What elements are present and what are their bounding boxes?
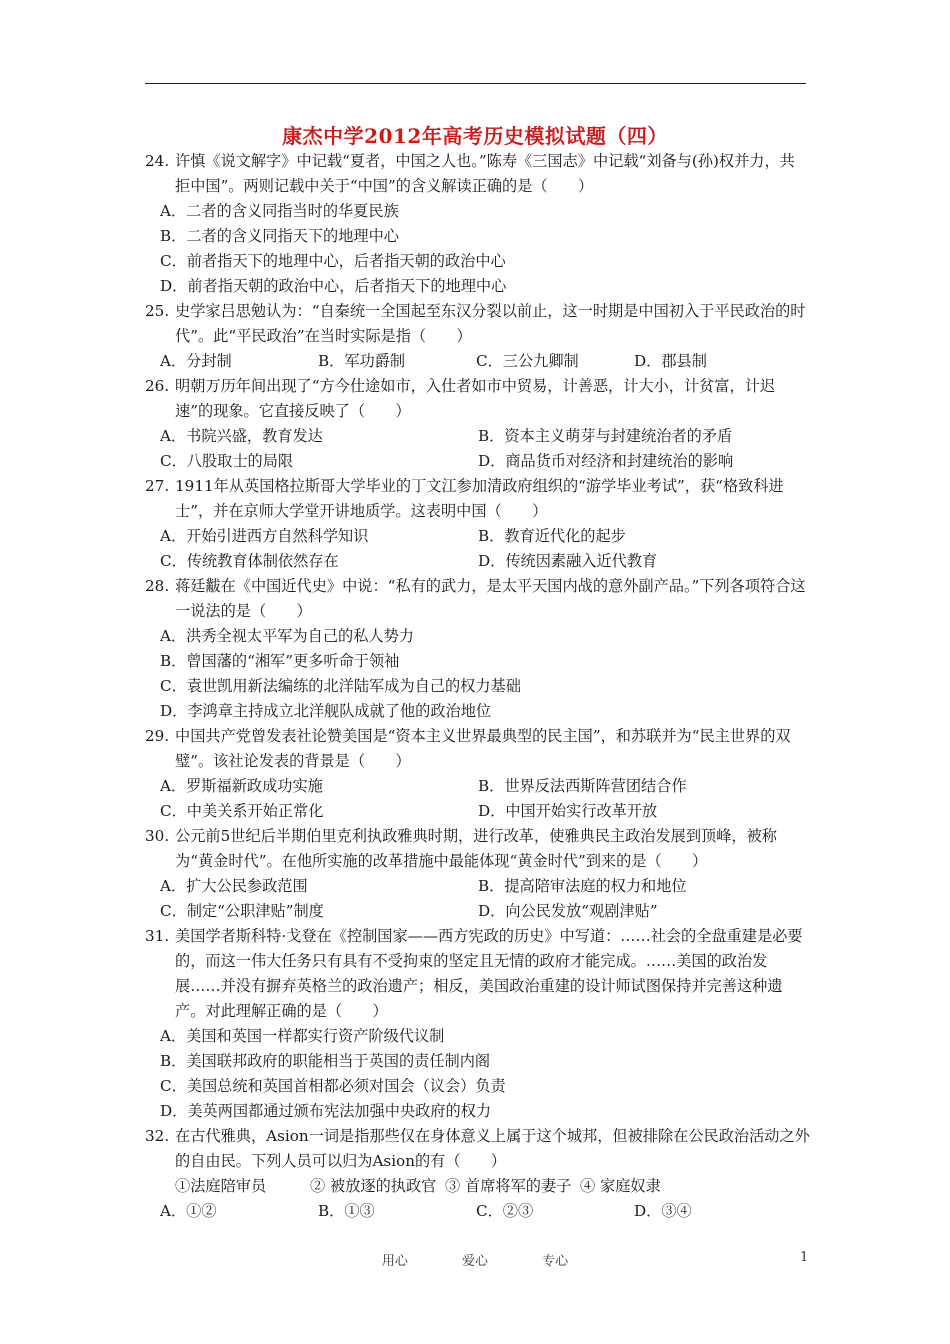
- question-list: [145, 149, 810, 1224]
- option-d: D．中国开始实行改革开放: [478, 802, 658, 820]
- option-a: A．美国和英国一样都实行资产阶级代议制: [160, 1027, 445, 1045]
- option-b: B．美国联邦政府的职能相当于英国的责任制内阁: [160, 1052, 491, 1070]
- question-stem: 公元前5世纪后半期伯里克利执政雅典时期，进行改革，使雅典民主政治发展到顶峰，被称为“黄金时代”。在他所实施的改革措施中最能体现“黄金时代”到来的是（ ）: [175, 827, 777, 870]
- option-c: C．美国总统和英国首相都必须对国会（议会）负责: [160, 1077, 506, 1095]
- option-b: B．军功爵制: [318, 352, 406, 370]
- option-a: A．洪秀全视太平军为自己的私人势力: [160, 627, 414, 645]
- option-d: D．③④: [634, 1202, 692, 1220]
- question-number: 28.: [145, 577, 170, 595]
- question-25: [145, 299, 810, 349]
- option-a: A．书院兴盛，教育发达: [160, 427, 323, 445]
- question-26: [145, 374, 810, 424]
- option-b: B．世界反法西斯阵营团结合作: [478, 777, 687, 795]
- option-b: B．提高陪审法庭的权力和地位: [478, 877, 687, 895]
- question-number: 27.: [145, 477, 170, 495]
- option-b: B．①③: [318, 1202, 375, 1220]
- question-27: [145, 474, 810, 524]
- item-4: ④ 家庭奴隶: [580, 1177, 661, 1195]
- option-c: C．袁世凯用新法编练的北洋陆军成为自己的权力基础: [160, 677, 521, 695]
- option-d: D．商品货币对经济和封建统治的影响: [478, 452, 734, 470]
- question-stem: 蒋廷黻在《中国近代史》中说：“私有的武力，是太平天国内战的意外副产品。”下列各项符合这一说法的是（ ）: [175, 577, 806, 620]
- item-2: ② 被放逐的执政官: [310, 1177, 437, 1195]
- option-a: A．①②: [160, 1202, 217, 1220]
- options-row: [145, 349, 810, 374]
- question-stem: 明朝万历年间出现了“方今仕途如市，入仕者如市中贸易，计善恶，计大小，计贫富，计迟速”的现象。它直接反映了（ ）: [175, 377, 776, 420]
- item-3: ③ 首席将军的妻子: [445, 1177, 572, 1195]
- question-29: [145, 724, 810, 774]
- options-row: [145, 1199, 810, 1224]
- question-stem: 史学家吕思勉认为：“自秦统一全国起至东汉分裂以前止，这一时期是中国初入于平民政治的时代”。此“平民政治”在当时实际是指（ ）: [175, 302, 806, 345]
- option-a: A．分封制: [160, 352, 232, 370]
- question-stem: 在古代雅典，Asion一词是指那些仅在身体意义上属于这个城邦，但被排除在公民政治活动之外的自由民。下列人员可以归为Asion的有（ ）: [175, 1127, 810, 1170]
- option-c: C．三公九卿制: [476, 352, 579, 370]
- question-24: [145, 149, 810, 199]
- option-a: A．二者的含义同指当时的华夏民族: [160, 202, 399, 220]
- question-number: 30.: [145, 827, 170, 845]
- options-row: [145, 424, 810, 449]
- options-row: [145, 799, 810, 824]
- question-31: [145, 924, 810, 1024]
- question-number: 31.: [145, 927, 170, 945]
- footer-motto-3: 专心: [542, 1254, 569, 1269]
- question-number: 32.: [145, 1127, 170, 1145]
- option-b: B．资本主义萌芽与封建统治者的矛盾: [478, 427, 733, 445]
- question-number: 29.: [145, 727, 170, 745]
- options-row: [145, 899, 810, 924]
- question-30: [145, 824, 810, 874]
- item-1: ①法庭陪审员: [175, 1177, 267, 1195]
- option-d: D．前者指天朝的政治中心，后者指天下的地理中心: [160, 277, 507, 295]
- header-rule: [145, 83, 806, 84]
- option-c: C．中美关系开始正常化: [160, 802, 324, 820]
- option-c: C．八股取士的局限: [160, 452, 294, 470]
- option-d: D．向公民发放“观剧津贴”: [478, 902, 658, 920]
- option-c: C．前者指天下的地理中心，后者指天朝的政治中心: [160, 252, 506, 270]
- option-b: B．曾国藩的“湘军”更多听命于领袖: [160, 652, 400, 670]
- page-title: 康杰中学2012年高考历史模拟试题（四）: [282, 124, 668, 148]
- question-stem: 1911年从英国格拉斯哥大学毕业的丁文江参加清政府组织的“游学毕业考试”，获“格致科进士”，并在京师大学堂开讲地质学。这表明中国（ ）: [175, 477, 784, 520]
- option-c: C．制定“公职津贴”制度: [160, 902, 324, 920]
- question-number: 25.: [145, 302, 170, 320]
- question-number: 26.: [145, 377, 170, 395]
- options-row: [145, 549, 810, 574]
- question-stem: 许慎《说文解字》中记载“夏者，中国之人也。”陈寿《三国志》中记载“刘备与(孙)权并力，共拒中国”。两则记载中关于“中国”的含义解读正确的是（ ）: [175, 152, 795, 195]
- footer-motto-1: 用心: [381, 1254, 408, 1269]
- options-row: [145, 524, 810, 549]
- question-32: [145, 1124, 810, 1174]
- footer-motto-2: 爱心: [461, 1254, 488, 1269]
- option-c: C．②③: [476, 1202, 534, 1220]
- option-a: A．开始引进西方自然科学知识: [160, 527, 369, 545]
- option-d: D．美英两国都通过颁布宪法加强中央政府的权力: [160, 1102, 492, 1120]
- option-b: B．教育近代化的起步: [478, 527, 626, 545]
- option-d: D．传统因素融入近代教育: [478, 552, 658, 570]
- question-number: 24.: [145, 152, 170, 170]
- question-stem: 中国共产党曾发表社论赞美国是“资本主义世界最典型的民主国”，和苏联并为“民主世界的双璧”。该社论发表的背景是（ ）: [175, 727, 791, 770]
- question-stem: 美国学者斯科特·戈登在《控制国家——西方宪政的历史》中写道：……社会的全盘重建是必要的，而这一伟大任务只有具有不受拘束的坚定且无情的政府才能完成。……美国的政治发展……并没有摒弃英格兰的政治遗产；相反，美国政治重建的设计师试图保持并完善这种遗产。对此理解正确的是（ ）: [175, 927, 803, 1020]
- options-row: [145, 774, 810, 799]
- question-28: [145, 574, 810, 624]
- option-b: B．二者的含义同指天下的地理中心: [160, 227, 399, 245]
- option-a: A．扩大公民参政范围: [160, 877, 308, 895]
- option-c: C．传统教育体制依然存在: [160, 552, 339, 570]
- option-d: D．李鸿章主持成立北洋舰队成就了他的政治地位: [160, 702, 492, 720]
- page-number: 1: [800, 1250, 809, 1265]
- option-d: D．郡县制: [634, 352, 707, 370]
- option-a: A．罗斯福新政成功实施: [160, 777, 323, 795]
- options-row: [145, 874, 810, 899]
- statement-items: [145, 1174, 810, 1199]
- options-row: [145, 449, 810, 474]
